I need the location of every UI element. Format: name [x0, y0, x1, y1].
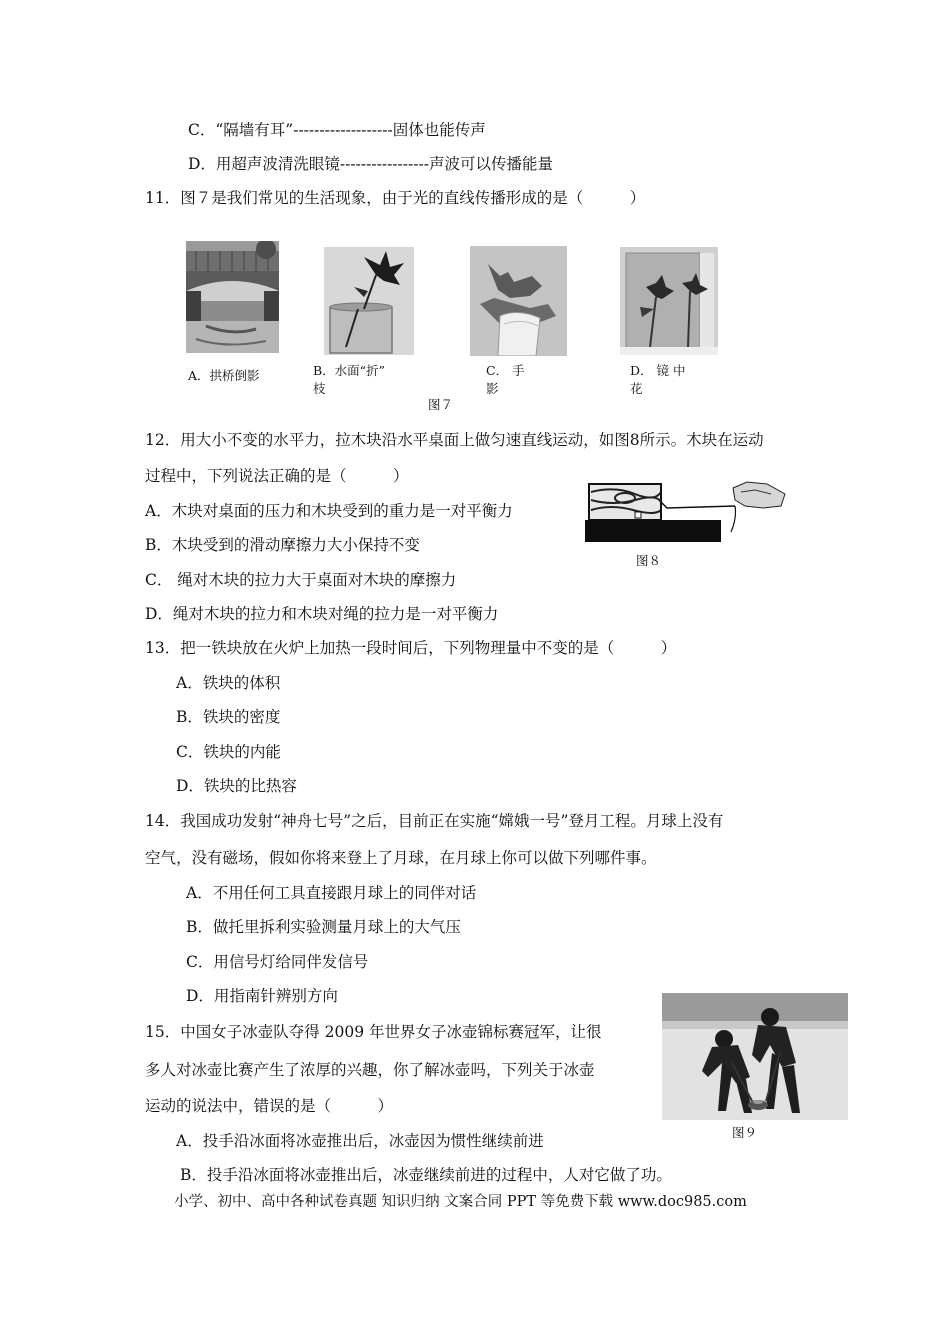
q14-option-b: B．做托里拆利实验测量月球上的大气压 [186, 918, 461, 936]
q12-option-b: B．木块受到的滑动摩擦力大小保持不变 [145, 536, 420, 554]
q15-stem-line3: 运动的说法中，错误的是（ ） [145, 1097, 394, 1115]
q14-stem-line2: 空气，没有磁场，假如你将来登上了月球，在月球上你可以做下列哪件事。 [145, 849, 657, 867]
q11-caption-c-line2: 影 [486, 381, 499, 396]
hand-shadow-photo [470, 246, 567, 356]
curling-photo [662, 993, 848, 1120]
q15-figure-label: 图９ [732, 1125, 758, 1140]
q12-option-d: D．绳对木块的拉力和木块对绳的拉力是一对平衡力 [145, 605, 499, 623]
q10-option-c: C．“隔墙有耳”-------------------固体也能传声 [188, 121, 486, 139]
arch-bridge-photo [186, 241, 279, 353]
q13-option-d: D．铁块的比热容 [176, 777, 297, 795]
q15-option-a: A．投手沿冰面将冰壶推出后，冰壶因为惯性继续前进 [176, 1132, 544, 1150]
q11-stem: 11．图７是我们常见的生活现象，由于光的直线传播形成的是（ ） [145, 189, 646, 207]
q11-caption-b-line1: B．水面“折” [313, 363, 385, 378]
q12-figure-label: 图８ [636, 553, 662, 568]
q10-option-d: D．用超声波清洗眼镜-----------------声波可以传播能量 [188, 155, 553, 173]
q13-option-a: A．铁块的体积 [176, 674, 281, 692]
q11-caption-a: A．拱桥倒影 [188, 368, 260, 383]
q12-stem-line1: 12．用大小不变的水平力，拉木块沿水平桌面上做匀速直线运动，如图8所示。木块在运动 [145, 431, 764, 449]
q15-stem-line2: 多人对冰壶比赛产生了浓厚的兴趣，你了解冰壶吗，下列关于冰壶 [145, 1061, 595, 1079]
q13-option-b: B．铁块的密度 [176, 708, 281, 726]
page-footer: 小学、初中、高中各种试卷真题 知识归纳 文案合同 PPT 等免费下载 www.doc985.com [174, 1194, 747, 1210]
q11-caption-c-line1: C． 手 [486, 363, 525, 378]
q14-stem-line1: 14．我国成功发射“神舟七号”之后，目前正在实施“嫦娥一号”登月工程。月球上没有 [145, 812, 724, 830]
q12-option-a: A．木块对桌面的压力和木块受到的重力是一对平衡力 [145, 502, 513, 520]
block-rope-figure [585, 478, 795, 544]
q14-option-d: D．用指南针辨别方向 [186, 987, 338, 1005]
q11-caption-b-line2: 枝 [313, 381, 326, 396]
flower-mirror-photo [620, 247, 718, 355]
q12-stem-line2: 过程中，下列说法正确的是（ ） [145, 467, 409, 485]
q13-option-c: C．铁块的内能 [176, 743, 281, 761]
q13-stem: 13．把一铁块放在火炉上加热一段时间后，下列物理量中不变的是（ ） [145, 639, 677, 657]
q11-caption-d-line2: 花 [630, 381, 643, 396]
q15-option-b: B．投手沿冰面将冰壶推出后，冰壶继续前进的过程中，人对它做了功。 [180, 1166, 672, 1184]
q11-figure-label: 图７ [428, 397, 454, 412]
q15-stem-line1: 15．中国女子冰壶队夺得 2009 年世界女子冰壶锦标赛冠军，让很 [145, 1023, 602, 1041]
q14-option-c: C．用信号灯给同伴发信号 [186, 953, 369, 971]
bent-stem-in-water-photo [324, 247, 414, 355]
q12-option-c: C． 绳对木块的拉力大于桌面对木块的摩擦力 [145, 571, 457, 589]
q11-caption-d-line1: D． 镜 中 [630, 363, 686, 378]
q14-option-a: A．不用任何工具直接跟月球上的同伴对话 [186, 884, 477, 902]
